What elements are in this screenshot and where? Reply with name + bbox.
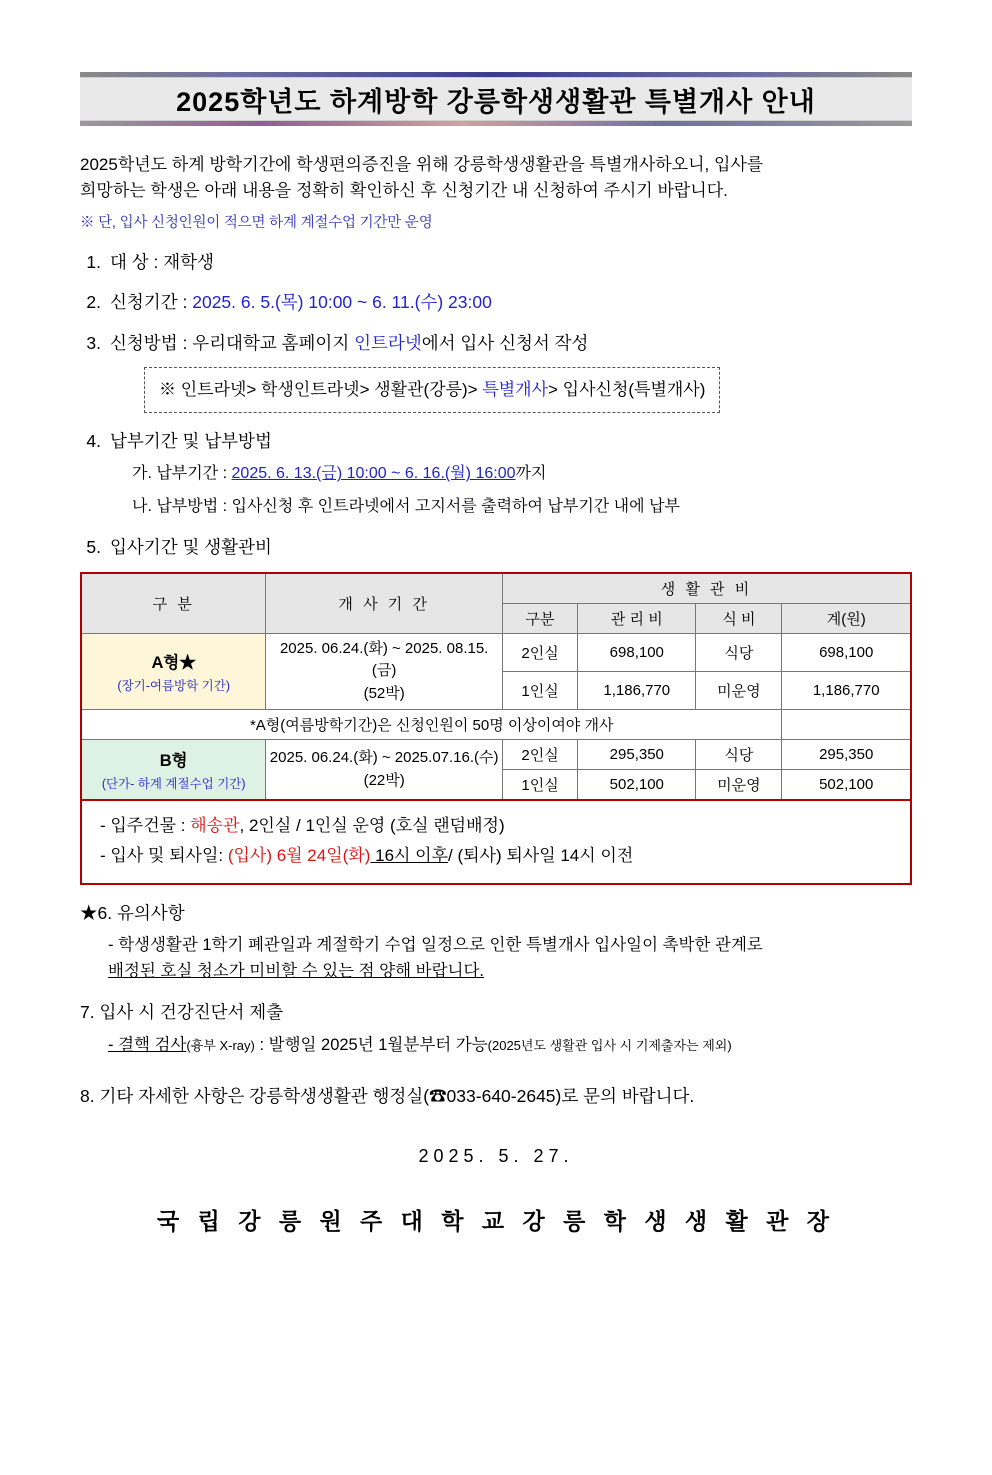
- intranet-highlight: 인트라넷: [354, 332, 422, 353]
- notice-body-line-1: - 학생생활관 1학기 폐관일과 계절학기 수업 일정으로 인한 특별개사 입사일이 촉박한 관계로: [108, 936, 763, 955]
- th-fee-total: 계(원): [782, 603, 911, 633]
- path-pre: ※ 인트라넷> 학생인트라넷> 생활관(강릉)>: [159, 380, 483, 400]
- item-body: [110, 535, 912, 560]
- payment-period-tail: 까지: [515, 465, 547, 483]
- path-highlight: 특별개사: [482, 380, 549, 400]
- section-health: [80, 1000, 912, 1058]
- fee-table: [80, 572, 912, 802]
- table-note-row: [81, 710, 911, 740]
- notice-body: [108, 933, 912, 984]
- room-type: 1인실: [502, 770, 577, 801]
- application-period-value: 2025. 6. 5.(목) 10:00 ~ 6. 11.(수) 23:00: [192, 292, 492, 313]
- contact-post: )로 문의 바랍니다.: [555, 1086, 695, 1107]
- th-gubun: 구 분: [81, 573, 266, 634]
- item-number: 3.: [86, 332, 101, 353]
- checkin-pre: - 입사 및 퇴사일:: [100, 846, 228, 866]
- item-number: 5.: [86, 537, 101, 558]
- checkin-line: [100, 841, 892, 871]
- row-type-a: [81, 633, 266, 710]
- item-value-pre: 우리대학교 홈페이지: [192, 332, 355, 353]
- meal-fee: 미운영: [696, 770, 782, 801]
- intro-paragraph: [80, 152, 912, 205]
- checkin-time: 16시 이후: [370, 846, 449, 866]
- payment-heading: 납부기간 및 납부방법: [110, 430, 272, 451]
- item-label: 신청기간 :: [110, 292, 188, 313]
- path-post: > 입사신청(특별개사): [548, 380, 706, 400]
- intro-line-1: 2025학년도 하계 방학기간에 학생편의증진을 위해 강릉학생생활관을 특별개사하오니, 입사를: [80, 155, 764, 174]
- period-a-main: 2025. 06.24.(화) ~ 2025. 08.15.(금): [279, 639, 489, 680]
- item-body: [110, 331, 912, 413]
- title-banner: [80, 72, 912, 126]
- payment-period-label: 가. 납부기간 :: [132, 465, 228, 483]
- item-body: [110, 429, 912, 520]
- th-fee-meal: 식 비: [696, 603, 782, 633]
- mgmt-fee: 698,100: [578, 633, 696, 671]
- tb-test-small: (흉부 X-ray): [186, 1037, 255, 1053]
- row-period-b: [266, 740, 503, 801]
- checkout-info: / (퇴사) 퇴사일 14시 이전: [448, 846, 634, 866]
- intranet-path-box: [144, 367, 720, 413]
- total-fee: 502,100: [782, 770, 911, 801]
- th-fee-group: 생 활 관 비: [502, 573, 911, 604]
- tb-test-paren: (2025년도 생활관 입사 시 기제출자는 제외): [487, 1037, 732, 1053]
- a-type-note: *A형(여름방학기간)은 신청인원이 50명 이상이여야 개사: [81, 710, 782, 740]
- type-b-label: B형: [159, 752, 188, 771]
- meal-fee: 미운영: [696, 672, 782, 710]
- list-item-4: [80, 429, 912, 520]
- payment-period-value: 2025. 6. 13.(금) 10:00 ~ 6. 16.(월) 16:00: [231, 465, 516, 483]
- room-type: 2인실: [502, 633, 577, 671]
- numbered-list: [80, 250, 912, 560]
- notice-number: ★6.: [80, 902, 113, 923]
- item-number: 2.: [86, 292, 101, 313]
- th-period: 개 사 기 간: [266, 573, 503, 634]
- item-number: 4.: [86, 430, 101, 451]
- meal-fee: 식당: [696, 633, 782, 671]
- table-footnotes: [80, 801, 912, 885]
- contact-phone: ☎033-640-2645: [429, 1086, 556, 1107]
- building-line: [100, 811, 892, 841]
- checkin-date: (입사) 6월 24일(화): [227, 846, 371, 866]
- closing-organization: 국 립 강 릉 원 주 대 학 교 강 릉 학 생 생 활 관 장: [157, 1207, 835, 1234]
- table-header-row-1: [81, 573, 911, 604]
- payment-period-line: [132, 462, 912, 486]
- payment-method-line: [132, 495, 912, 519]
- section-contact: [80, 1084, 912, 1109]
- payment-method-label: 나. 납부방법 :: [132, 498, 228, 516]
- total-fee: 698,100: [782, 633, 911, 671]
- page-title: 2025학년도 하계방학 강릉학생생활관 특별개사 안내: [176, 86, 816, 117]
- item-label: 대 상 :: [110, 251, 159, 272]
- contact-line: [80, 1084, 912, 1109]
- room-type: 2인실: [502, 740, 577, 770]
- title-rule-bottom: [80, 121, 912, 126]
- health-body: [108, 1033, 912, 1059]
- table-row: [81, 740, 911, 770]
- contact-number: 8.: [80, 1086, 95, 1107]
- item-number: 1.: [86, 251, 101, 272]
- type-a-sub: (장기-여름방학 기간): [117, 679, 230, 694]
- row-period-a: [266, 633, 503, 710]
- tb-test-label: - 결핵 검사: [108, 1035, 187, 1054]
- list-item-3: [80, 331, 912, 413]
- row-type-b: [81, 740, 266, 801]
- contact-pre: 기타 자세한 사항은 강릉학생생활관 행정실(: [99, 1086, 430, 1107]
- item-label: 신청방법 :: [110, 332, 188, 353]
- health-heading: [80, 1000, 912, 1025]
- building-post: , 2인실 / 1인실 운영 (호실 랜덤배정): [239, 816, 505, 836]
- fee-table-wrap: [80, 572, 912, 885]
- meal-fee: 식당: [696, 740, 782, 770]
- a-type-note-pad: [782, 710, 911, 740]
- intro-note: ※ 단, 입사 신청인원이 적으면 하계 계절수업 기간만 운영: [80, 214, 433, 231]
- total-fee: 1,186,770: [782, 672, 911, 710]
- list-item-5: [80, 535, 912, 560]
- payment-method-value: 입사신청 후 인트라넷에서 고지서를 출력하여 납부기간 내에 납부: [231, 498, 680, 516]
- document-page: [0, 72, 992, 1475]
- intro-line-2: 희망하는 학생은 아래 내용을 정확히 확인하신 후 신청기간 내 신청하여 주시기 바랍니다.: [80, 181, 728, 201]
- notice-heading: [80, 901, 912, 926]
- item-body: [110, 250, 912, 275]
- tb-test-value: : 발행일 2025년 1월분부터 가능: [254, 1035, 488, 1054]
- table-row: [81, 633, 911, 671]
- period-b-sub: (22박): [363, 771, 405, 789]
- th-fee-mgmt: 관 리 비: [578, 603, 696, 633]
- section-notice: [80, 901, 912, 985]
- health-title: 입사 시 건강진단서 제출: [99, 1002, 284, 1023]
- total-fee: 295,350: [782, 740, 911, 770]
- building-pre: - 입주건물 :: [100, 816, 191, 836]
- list-item-2: [80, 290, 912, 315]
- period-a-sub: (52박): [363, 684, 405, 702]
- room-type: 1인실: [502, 672, 577, 710]
- health-number: 7.: [80, 1002, 95, 1023]
- type-a-label: A형★: [151, 654, 196, 673]
- closing-date: 2025. 5. 27.: [418, 1145, 574, 1166]
- item-body: [110, 290, 912, 315]
- type-b-sub: (단가- 하계 계절수업 기간): [101, 777, 246, 792]
- mgmt-fee: 295,350: [578, 740, 696, 770]
- mgmt-fee: 1,186,770: [578, 672, 696, 710]
- th-fee-gubun: 구분: [502, 603, 577, 633]
- notice-title: 유의사항: [116, 902, 185, 923]
- mgmt-fee: 502,100: [578, 770, 696, 801]
- notice-body-line-2: 배정된 호실 청소가 미비할 수 있는 점 양해 바랍니다.: [108, 961, 484, 980]
- list-item-1: [80, 250, 912, 275]
- title-band: [80, 77, 912, 121]
- item-value: 재학생: [163, 251, 214, 272]
- building-name: 해송관: [190, 816, 240, 836]
- period-b-main: 2025. 06.24.(화) ~ 2025.07.16.(수): [269, 749, 499, 767]
- item-value-post: 에서 입사 신청서 작성: [421, 332, 589, 353]
- fee-section-heading: 입사기간 및 생활관비: [110, 537, 272, 558]
